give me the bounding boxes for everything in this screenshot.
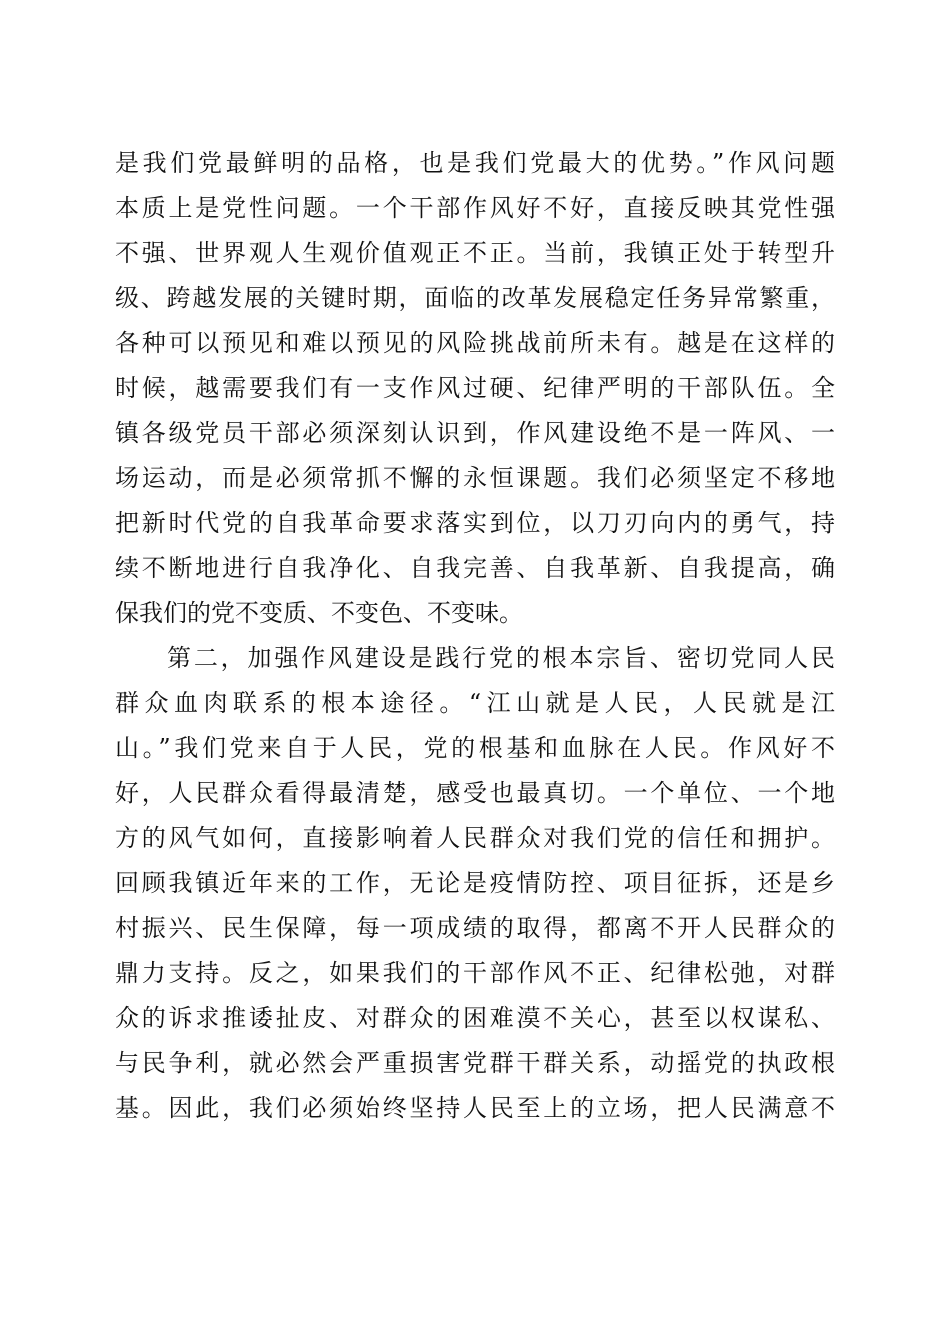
text-line: 保我们的党不变质、不变色、不变味。 (115, 599, 523, 627)
text-line: 回顾我镇近年来的工作，无论是疫情防控、项目征拆，还是乡 (115, 869, 835, 897)
text-line: 基。因此，我们必须始终坚持人民至上的立场，把人民满意不 (115, 1094, 835, 1122)
text-line: 山。”我们党来自于人民，党的根基和血脉在人民。作风好不 (115, 734, 835, 762)
text-line: 众的诉求推诿扯皮、对群众的困难漠不关心，甚至以权谋私、 (115, 1004, 835, 1032)
text-line: 各种可以预见和难以预见的风险挑战前所未有。越是在这样的 (115, 329, 835, 357)
text-line: 镇各级党员干部必须深刻认识到，作风建设绝不是一阵风、一 (115, 419, 835, 447)
body-text (115, 141, 835, 1131)
text-line: 时候，越需要我们有一支作风过硬、纪律严明的干部队伍。全 (115, 374, 835, 402)
text-line: 方的风气如何，直接影响着人民群众对我们党的信任和拥护。 (115, 824, 835, 852)
text-line: 级、跨越发展的关键时期，面临的改革发展稳定任务异常繁重， (115, 284, 835, 312)
text-line: 第二，加强作风建设是践行党的根本宗旨、密切党同人民 (167, 644, 835, 672)
text-line: 鼎力支持。反之，如果我们的干部作风不正、纪律松弛，对群 (115, 959, 835, 987)
text-line: 把新时代党的自我革命要求落实到位，以刀刃向内的勇气，持 (115, 509, 835, 537)
text-line: 不强、世界观人生观价值观正不正。当前，我镇正处于转型升 (115, 239, 835, 267)
text-line: 本质上是党性问题。一个干部作风好不好，直接反映其党性强 (115, 194, 835, 222)
text-line: 村振兴、民生保障，每一项成绩的取得，都离不开人民群众的 (115, 914, 835, 942)
text-line: 好，人民群众看得最清楚，感受也最真切。一个单位、一个地 (115, 779, 835, 807)
text-line: 续不断地进行自我净化、自我完善、自我革新、自我提高，确 (115, 554, 835, 582)
text-line: 是我们党最鲜明的品格，也是我们党最大的优势。”作风问题 (115, 149, 835, 177)
text-line: 群众血肉联系的根本途径。“江山就是人民，人民就是江 (115, 689, 835, 717)
text-line: 场运动，而是必须常抓不懈的永恒课题。我们必须坚定不移地 (115, 464, 835, 492)
text-line: 与民争利，就必然会严重损害党群干群关系，动摇党的执政根 (115, 1049, 835, 1077)
